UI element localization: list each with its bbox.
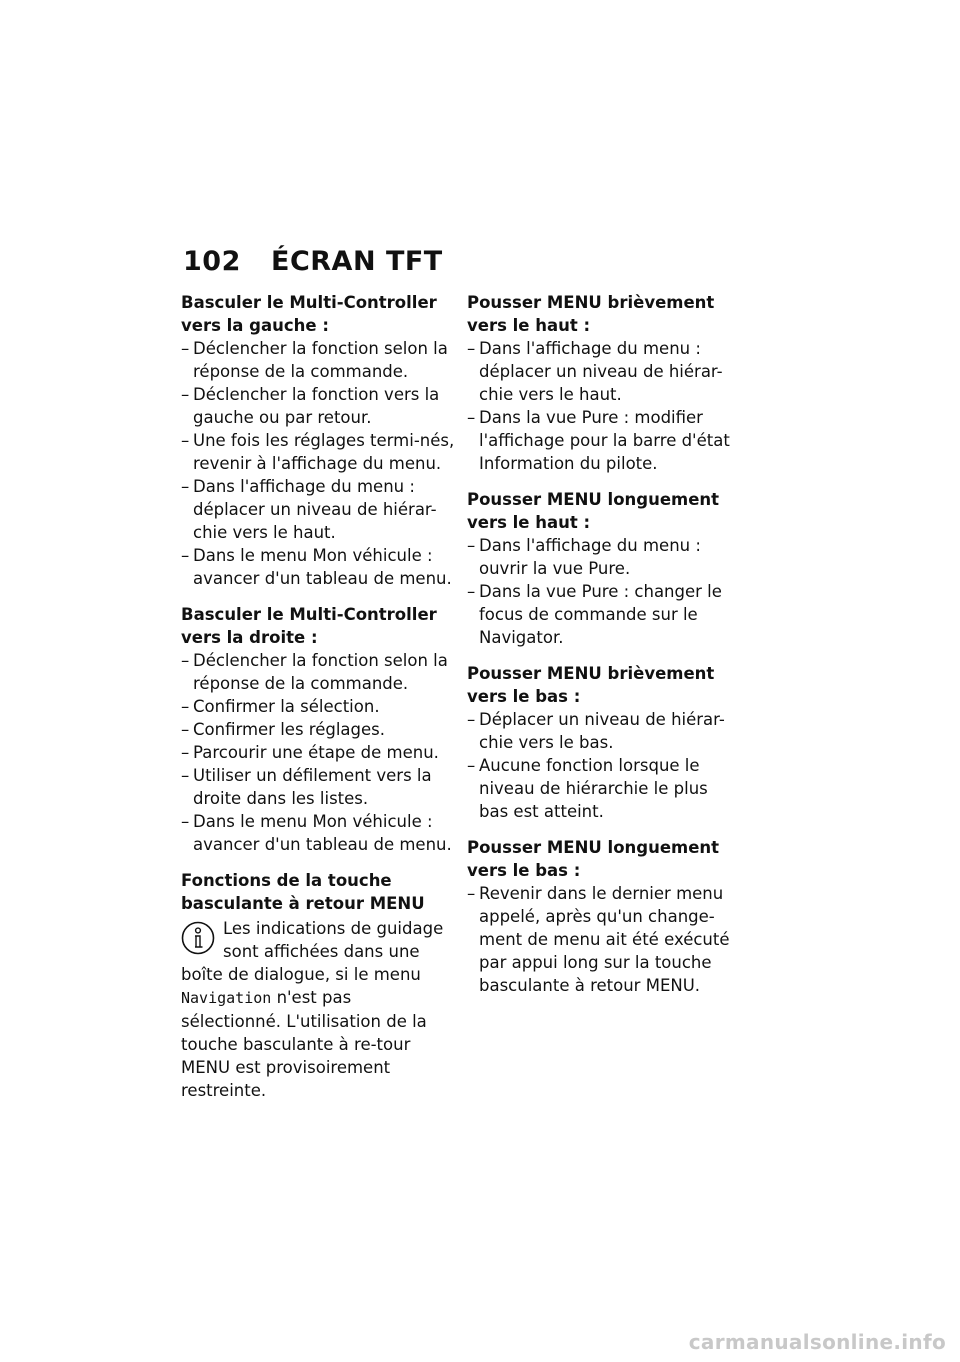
section-heading: Pousser MENU brièvement vers le bas :	[467, 664, 715, 706]
list-item: – Parcourir une étape de menu.	[181, 741, 456, 764]
bullet-list	[467, 534, 742, 649]
page-title: ÉCRAN TFT	[271, 246, 443, 277]
list-item: – Déclencher la fonction vers la gauche ou par retour.	[181, 383, 456, 429]
note-section	[181, 869, 456, 1102]
section-right-3	[467, 662, 742, 823]
bullet-list	[467, 882, 742, 997]
bullet-list	[467, 337, 742, 475]
note-text-before: Les indications de guidage sont affichées dans une boîte de dialogue, si le menu	[181, 919, 444, 984]
list-item: – Dans le menu Mon véhicule : avancer d'un tableau de menu.	[181, 810, 456, 856]
section-heading: Pousser MENU longuement vers le haut :	[467, 490, 720, 532]
bullet-list	[181, 337, 456, 590]
list-item: – Dans l'affichage du menu : ouvrir la vue Pure.	[467, 534, 742, 580]
note-body	[181, 917, 456, 1102]
note-text-after: n'est pas sélectionné. L'utilisation de la touche basculante à re-tour MENU est provisoirement restreinte.	[181, 988, 427, 1100]
page-number: 102	[183, 246, 241, 277]
section-heading: Basculer le Multi-Controller vers la droite :	[181, 605, 437, 647]
list-item: – Dans l'affichage du menu : déplacer un niveau de hiérar-chie vers le haut.	[467, 337, 742, 406]
left-column	[181, 291, 456, 1115]
section-right-4	[467, 836, 742, 997]
section-heading: Pousser MENU longuement vers le bas :	[467, 838, 720, 880]
list-item: – Dans la vue Pure : modifier l'affichage pour la barre d'état Information du pilote.	[467, 406, 742, 475]
list-item: – Confirmer la sélection.	[181, 695, 456, 718]
note-heading: Fonctions de la touche basculante à retour MENU	[181, 871, 425, 913]
watermark: carmanualsonline.info	[688, 1330, 946, 1354]
list-item: – Une fois les réglages termi-nés, revenir à l'affichage du menu.	[181, 429, 456, 475]
list-item: – Dans le menu Mon véhicule : avancer d'un tableau de menu.	[181, 544, 456, 590]
list-item: – Déplacer un niveau de hiérar-chie vers le bas.	[467, 708, 742, 754]
section-right-2	[467, 488, 742, 649]
list-item: – Déclencher la fonction selon la réponse de la commande.	[181, 649, 456, 695]
page-header	[183, 246, 443, 277]
list-item: – Utiliser un défilement vers la droite dans les listes.	[181, 764, 456, 810]
note-menu-term: Navigation	[181, 989, 272, 1007]
section-right-1	[467, 291, 742, 475]
list-item: – Confirmer les réglages.	[181, 718, 456, 741]
list-item: – Dans la vue Pure : changer le focus de commande sur le Navigator.	[467, 580, 742, 649]
list-item: – Aucune fonction lorsque le niveau de hiérarchie le plus bas est atteint.	[467, 754, 742, 823]
section-heading: Basculer le Multi-Controller vers la gauche :	[181, 293, 437, 335]
section-heading: Pousser MENU brièvement vers le haut :	[467, 293, 715, 335]
section-left-1	[181, 291, 456, 590]
list-item: – Déclencher la fonction selon la réponse de la commande.	[181, 337, 456, 383]
section-left-2	[181, 603, 456, 856]
list-item: – Revenir dans le dernier menu appelé, après qu'un change-ment de menu ait été exécuté par appui long sur la touche basculante à retour MENU.	[467, 882, 742, 997]
right-column	[467, 291, 742, 1010]
list-item: – Dans l'affichage du menu : déplacer un niveau de hiérar-chie vers le haut.	[181, 475, 456, 544]
bullet-list	[467, 708, 742, 823]
info-icon	[181, 921, 215, 955]
bullet-list	[181, 649, 456, 856]
